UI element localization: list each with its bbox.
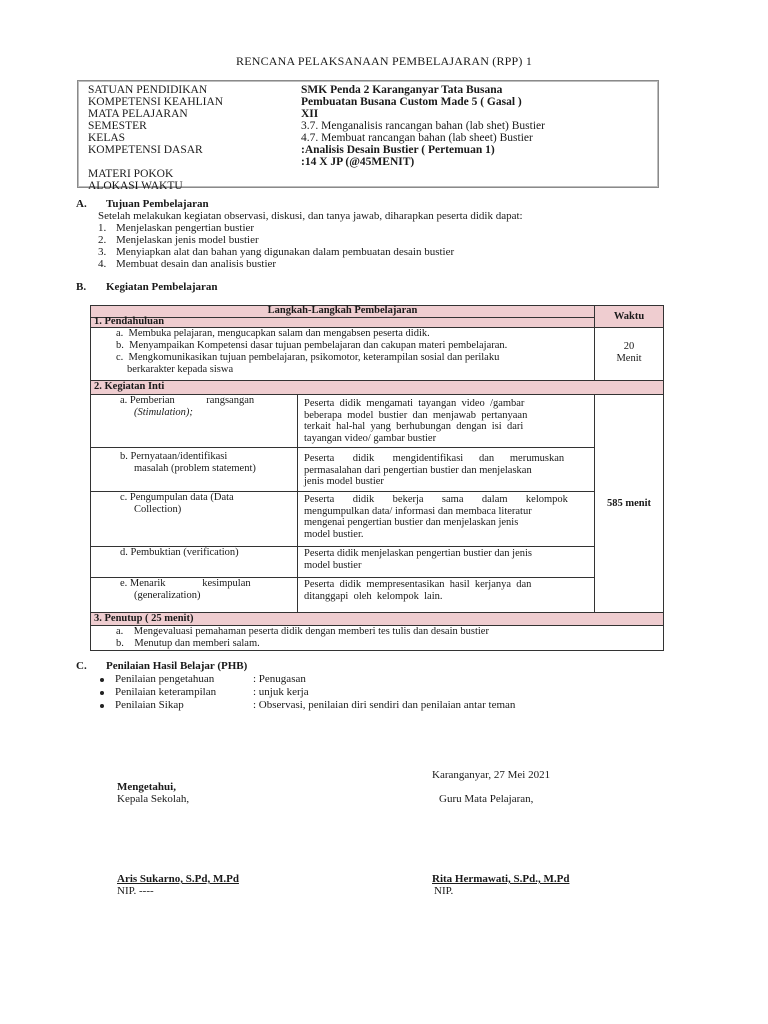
identity-value: 4.7. Membuat rancangan bahan (lab sheet) Bustier (301, 132, 533, 144)
section-title: Kegiatan Pembelajaran (106, 281, 218, 293)
teacher-name: Rita Hermawati, S.Pd., M.Pd (432, 873, 570, 885)
identity-value: Pembuatan Busana Custom Made 5 ( Gasal ) (301, 96, 522, 108)
inti-step-label: d. Pembuktian (verification) (120, 547, 239, 558)
identity-key: KOMPETENSI DASAR (88, 144, 203, 156)
section-a-heading (76, 198, 209, 210)
pendahuluan-time-number: 20 (623, 341, 635, 352)
inti-step-label: a. Pemberian rangsangan (Stimulation); (120, 395, 255, 418)
section-a-intro: Setelah melakukan kegiatan observasi, diskusi, dan tanya jawab, diharapkan peserta didik dapat: (98, 210, 523, 222)
inti-step-description: Peserta didik menjelaskan pengertian bustier dan jenis model bustier (304, 548, 533, 571)
inti-step-label: c. Pengumpulan data (Data Collection) (120, 492, 234, 515)
bullet-icon (100, 691, 104, 695)
time-header: Waktu (613, 311, 645, 322)
inti-title-cell (90, 380, 664, 395)
inti-title: 2. Kegiatan Inti (94, 381, 165, 392)
list-item: a. Membuka pelajaran, mengucapkan salam dan mengabsen peserta didik. (116, 328, 430, 339)
assessment-key: Penilaian keterampilan (115, 686, 217, 698)
identity-box (77, 80, 659, 192)
inti-step-description: Peserta didik bekerja sama dalam kelompok mengumpulkan data/ informasi dan membaca literatur mengenai pengertian bustier dan menjelaskan jenis model bustier. (304, 494, 568, 540)
inti-step-description: Peserta didik mengidentifikasi dan merumuskan permasalahan dari pengertian bustier dan menjelaskan jenis model bustier (304, 453, 565, 487)
identity-key: KOMPETENSI KEAHLIAN (88, 96, 224, 108)
table-header: Langkah-Langkah Pembelajaran (267, 305, 418, 316)
list-item-continued: berkarakter kepada siswa (127, 364, 234, 375)
section-b-heading (76, 281, 218, 293)
teacher-nip: NIP. (434, 885, 454, 897)
principal-role: Kepala Sekolah, (117, 793, 190, 805)
bullet-icon (100, 678, 104, 682)
principal-nip: NIP. ---- (117, 885, 154, 897)
acknowledged-label: Mengetahui, (117, 781, 176, 793)
identity-value: :Analisis Desain Bustier ( Pertemuan 1) (301, 144, 495, 156)
identity-key: KELAS (88, 132, 126, 144)
assessment-key: Penilaian pengetahuan (115, 673, 215, 685)
assessment-value: : Penugasan (253, 673, 306, 685)
identity-key: MATERI POKOK (88, 168, 174, 180)
document-title: RENCANA PELAKSANAAN PEMBELAJARAN (RPP) 1 (235, 54, 533, 68)
list-item: a. Mengevaluasi pemahaman peserta didik dengan memberi tes tulis dan desain bustier (116, 626, 489, 637)
identity-value: XII (301, 108, 319, 120)
penutup-title: 3. Penutup ( 25 menit) (94, 613, 194, 624)
identity-value: SMK Penda 2 Karanganyar Tata Busana (301, 84, 503, 96)
identity-key: ALOKASI WAKTU (88, 180, 183, 192)
list-item: b. Menutup dan memberi salam. (116, 638, 260, 649)
section-letter: B. (76, 281, 87, 293)
identity-value: :14 X JP (@45MENIT) (301, 156, 415, 168)
identity-value: 3.7. Menganalisis rancangan bahan (lab shet) Bustier (301, 120, 545, 132)
identity-key: MATA PELAJARAN (88, 108, 188, 120)
assessment-key: Penilaian Sikap (115, 699, 184, 711)
pendahuluan-time-unit: Menit (616, 353, 642, 364)
section-title: Penilaian Hasil Belajar (PHB) (106, 660, 248, 672)
inti-step-description: Peserta didik mempresentasikan hasil kerjanya dan ditanggapi oleh kelompok lain. (304, 579, 532, 602)
pendahuluan-title: 1. Pendahuluan (94, 316, 165, 327)
assessment-list (0, 673, 768, 713)
bullet-icon (100, 704, 104, 708)
list-item: b. Menyampaikan Kompetensi dasar tujuan pembelajaran dan cakupan materi pembelajaran. (116, 340, 508, 351)
inti-time: 585 menit (606, 498, 652, 509)
objectives-list: 1. Menjelaskan pengertian bustier 2. Menjelaskan jenis model bustier 3. Menyiapkan alat dan bahan yang digunakan dalam pembuatan desain bustier 4. Membuat desain dan analisis bustier (98, 222, 455, 270)
activities-table (90, 305, 664, 655)
teacher-role: Guru Mata Pelajaran, (439, 793, 534, 805)
assessment-value: : unjuk kerja (253, 686, 309, 698)
section-letter: C. (76, 660, 87, 672)
identity-key: SATUAN PENDIDIKAN (88, 84, 208, 96)
identity-key: SEMESTER (88, 120, 147, 132)
inti-step-label: b. Pernyataan/identifikasi masalah (problem statement) (120, 451, 256, 474)
assessment-value: : Observasi, penilaian diri sendiri dan penilaian antar teman (253, 699, 516, 711)
inti-step-label: e. Menarik kesimpulan (generalization) (120, 578, 251, 601)
list-item: c. Mengkomunikasikan tujuan pembelajaran, psikomotor, keterampilan sosial dan perilaku (116, 352, 500, 363)
inti-step-description: Peserta didik mengamati tayangan video /gambar beberapa model bustier dan menjawab pertanyaan terkait hal-hal yang berhubungan dengan isi dari tayangan video/ gambar bustier (304, 398, 528, 444)
section-letter: A. (76, 198, 87, 210)
section-title: Tujuan Pembelajaran (106, 198, 209, 210)
place-date: Karanganyar, 27 Mei 2021 (432, 769, 551, 781)
section-c-heading (76, 660, 247, 672)
principal-name: Aris Sukarno, S.Pd, M.Pd (117, 873, 239, 885)
